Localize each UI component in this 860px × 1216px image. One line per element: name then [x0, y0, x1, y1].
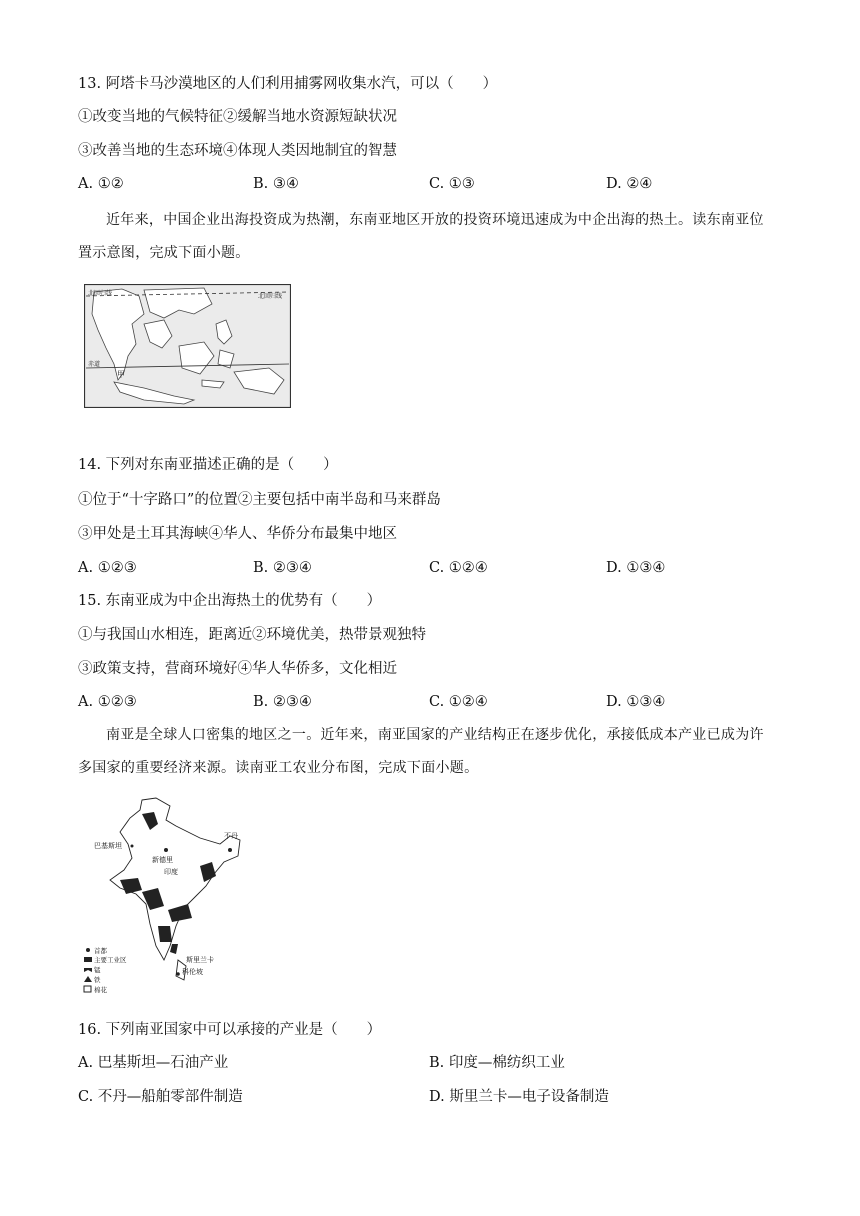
legend-capital: 首都	[94, 947, 107, 955]
q14-statements-2: ③甲处是土耳其海峡④华人、华侨分布最集中地区	[78, 526, 397, 542]
q15-option-b: B. ②③④	[253, 694, 312, 710]
q16-option-b: B. 印度—棉纺织工业	[429, 1055, 565, 1071]
south-asia-map	[80, 796, 260, 1001]
q16-option-c: C. 不丹—船舶零部件制造	[78, 1089, 243, 1105]
map1-tropic-label-left: 北回归线	[88, 290, 113, 297]
map1-jia-label: 甲	[117, 370, 125, 379]
map1-tropic-label-right: 北回归线	[258, 293, 283, 300]
q13-stem: 13. 阿塔卡马沙漠地区的人们利用捕雾网收集水汽，可以（ ）	[78, 76, 498, 92]
q14-option-a: A. ①②③	[78, 560, 137, 576]
q14-option-c: C. ①②④	[429, 560, 488, 576]
q16-stem: 16. 下列南亚国家中可以承接的产业是（ ）	[78, 1022, 382, 1038]
q13-option-b: B. ③④	[253, 176, 299, 192]
legend-manganese-icon	[84, 968, 92, 972]
q15-option-d: D. ①③④	[606, 694, 666, 710]
q13-option-c: C. ①③	[429, 176, 475, 192]
legend-iron-icon	[84, 976, 92, 982]
q15-statements-1: ①与我国山水相连，距离近②环境优美，热带景观独特	[78, 627, 426, 643]
legend-capital-icon	[86, 948, 90, 952]
map1-equator-label: 赤道	[88, 361, 101, 368]
legend-manganese: 锰	[94, 966, 101, 974]
q13-statements-1: ①改变当地的气候特征②缓解当地水资源短缺状况	[78, 109, 397, 125]
map2-label-bhutan: 不丹	[224, 832, 238, 840]
map2-label-india: 印度	[164, 868, 178, 876]
q13-option-d: D. ②④	[606, 176, 653, 192]
legend-cotton-icon	[84, 986, 91, 992]
q14-stem: 14. 下列对东南亚描述正确的是（ ）	[78, 457, 338, 473]
q13-option-a: A. ①②	[78, 176, 124, 192]
q15-option-c: C. ①②④	[429, 694, 488, 710]
map2-label-srilanka: 斯里兰卡	[186, 956, 214, 964]
q13-statements-2: ③改善当地的生态环境④体现人类因地制宜的智慧	[78, 143, 397, 159]
map2-label-newdelhi: 新德里	[152, 856, 173, 864]
legend-industry-icon	[84, 957, 92, 962]
q14-option-d: D. ①③④	[606, 560, 666, 576]
q14-statements-1: ①位于“十字路口”的位置②主要包括中南半岛和马来群岛	[78, 492, 441, 508]
q15-stem: 15. 东南亚成为中企出海热土的优势有（ ）	[78, 593, 382, 609]
intro-south-asia: 南亚是全球人口密集的地区之一。近年来，南亚国家的产业结构正在逐步优化，承接低成本产业已成为许多国家的重要经济来源。读南亚工农业分布图，完成下面小题。	[78, 727, 764, 776]
q15-option-a: A. ①②③	[78, 694, 137, 710]
q16-option-d: D. 斯里兰卡—电子设备制造	[429, 1089, 609, 1105]
legend-iron: 铁	[94, 976, 101, 984]
southeast-asia-map	[84, 284, 291, 408]
intro-southeast-asia: 近年来，中国企业出海投资成为热潮，东南亚地区开放的投资环境迅速成为中企出海的热土。读东南亚位置示意图，完成下面小题。	[78, 212, 764, 261]
map2-label-pakistan: 巴基斯坦	[94, 842, 122, 850]
map2-label-colombo: 科伦坡	[182, 968, 203, 976]
legend-cotton: 棉花	[94, 986, 107, 994]
legend-industry: 主要工业区	[94, 956, 127, 964]
q15-statements-2: ③政策支持，营商环境好④华人华侨多，文化相近	[78, 661, 397, 677]
q14-option-b: B. ②③④	[253, 560, 312, 576]
q16-option-a: A. 巴基斯坦—石油产业	[78, 1055, 229, 1071]
